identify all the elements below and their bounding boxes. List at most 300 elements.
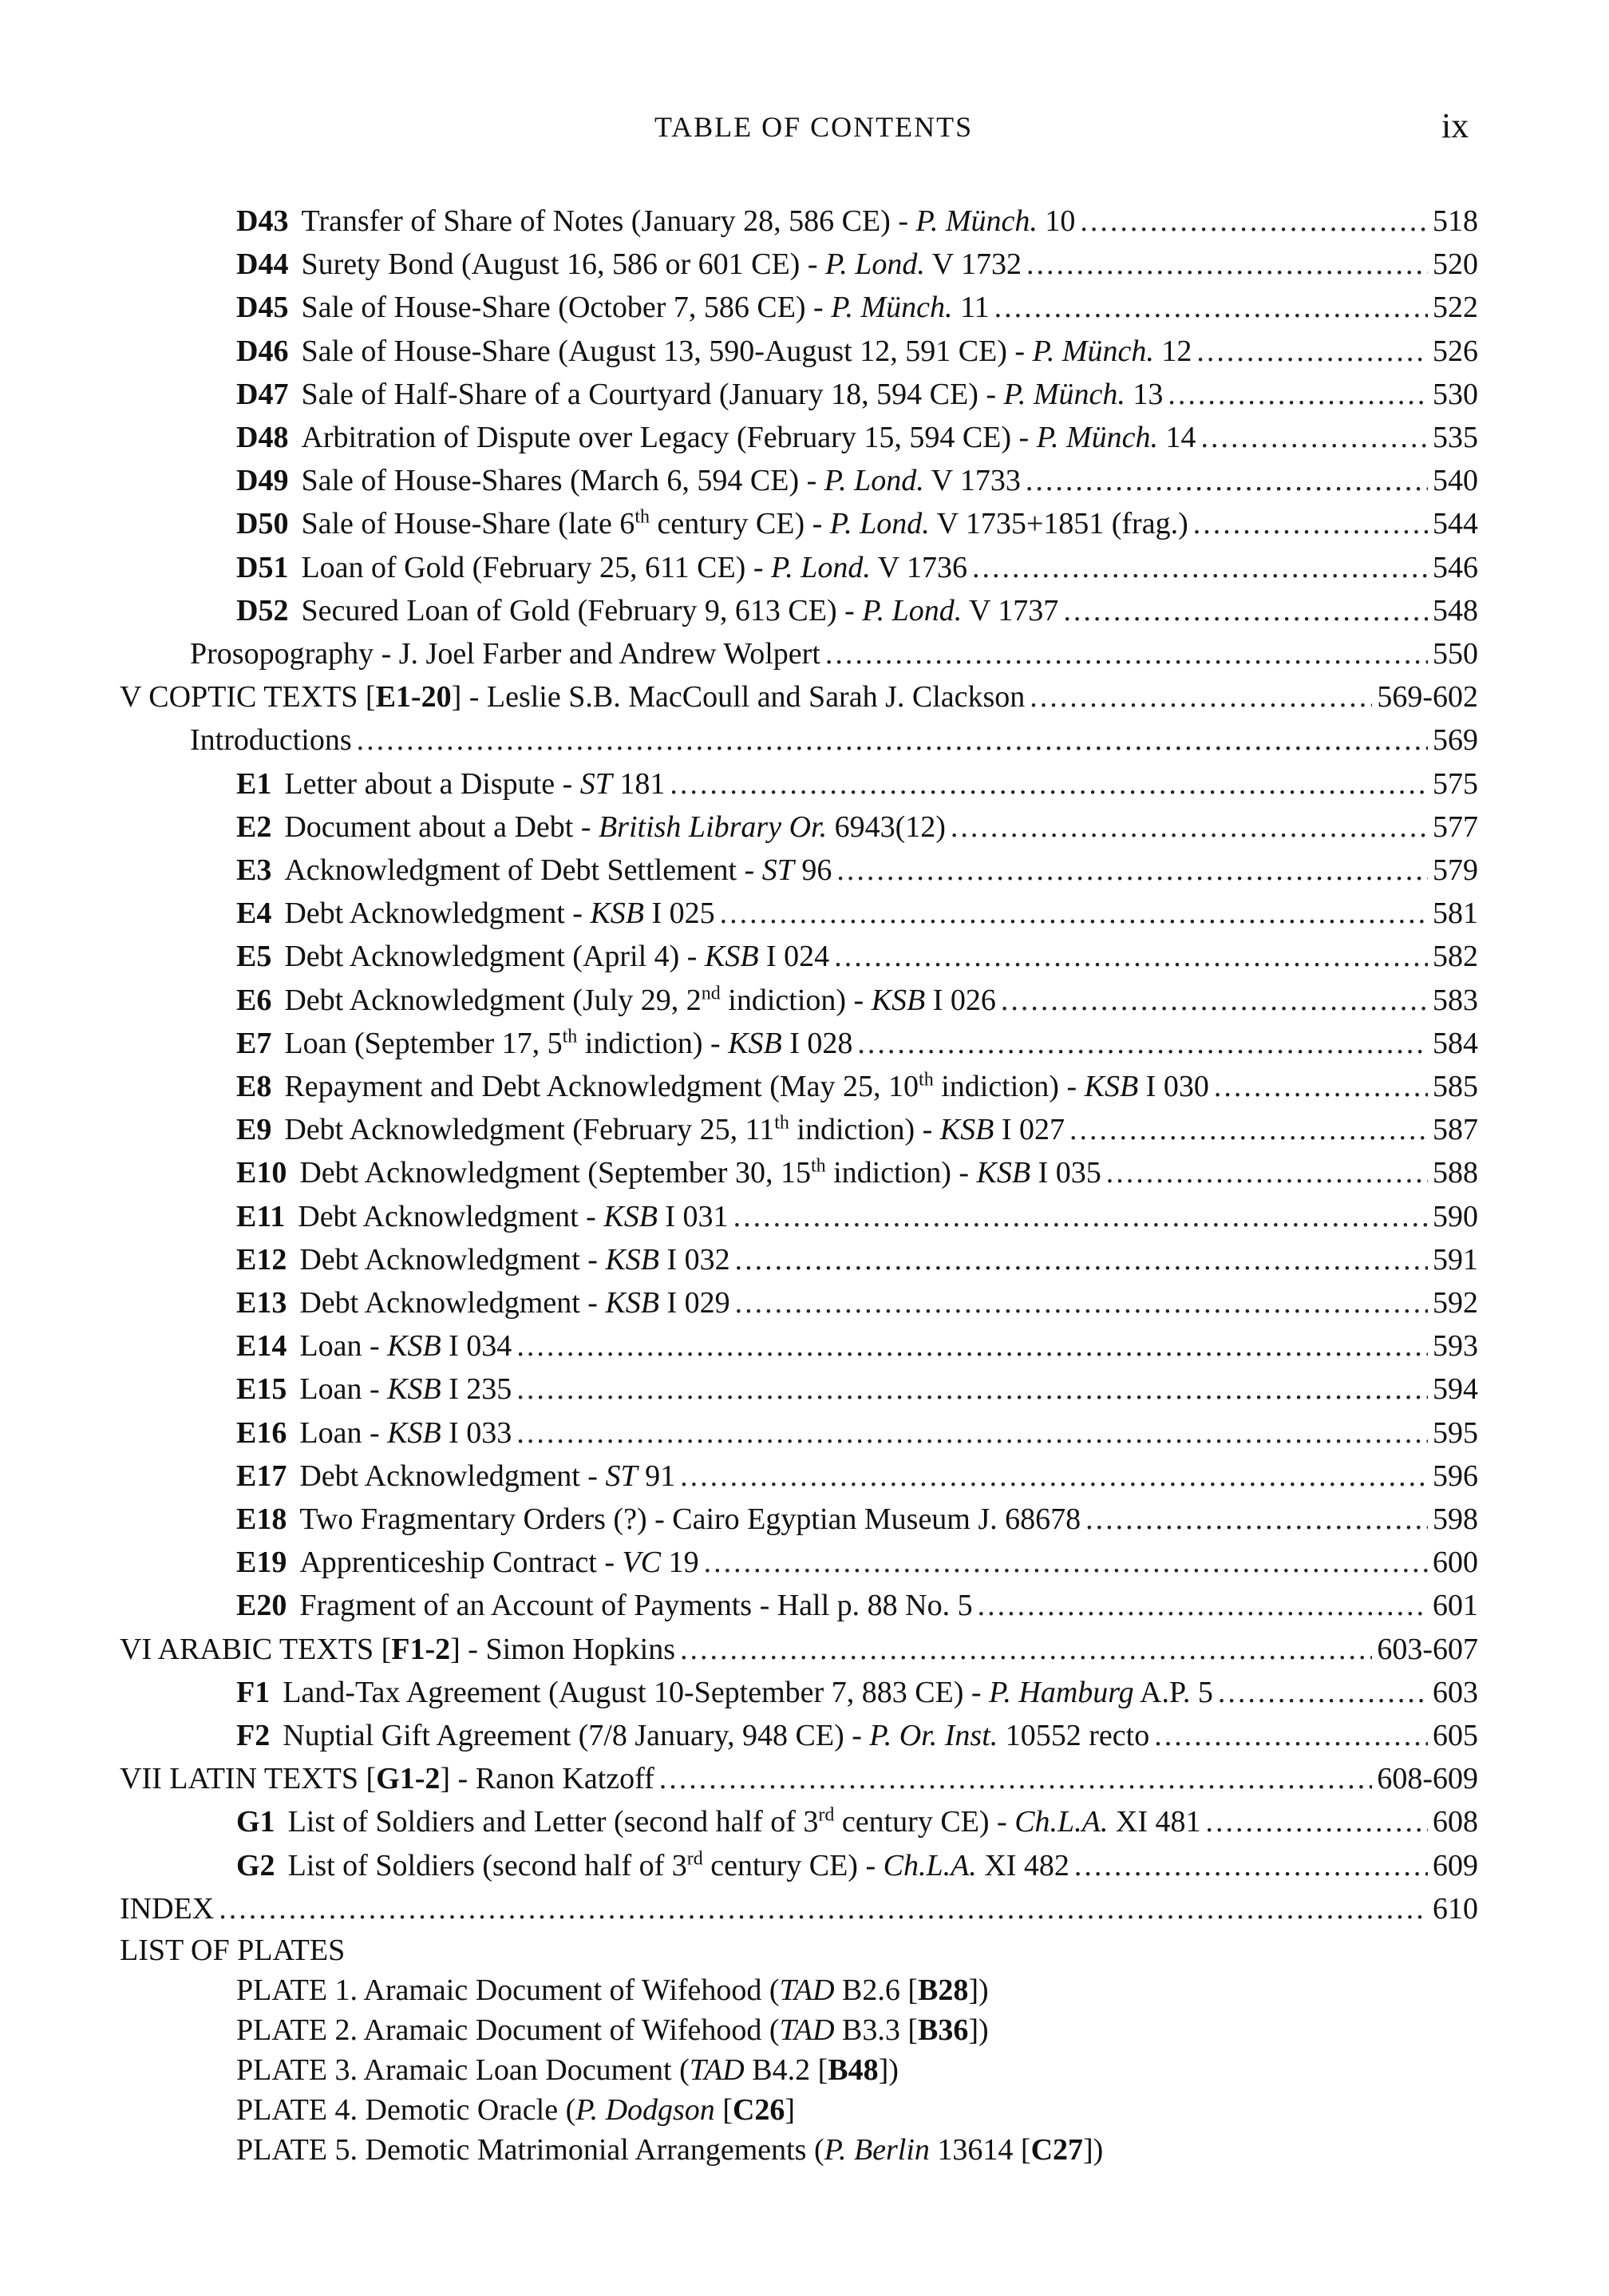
entry-page: 609 (1433, 1848, 1478, 1882)
entry-reference: I 033 (441, 1415, 512, 1450)
toc-entry[interactable] (236, 1151, 1478, 1194)
entry-code: E18 (236, 1502, 287, 1536)
toc-entry[interactable] (236, 1065, 1478, 1108)
entry-title-text: Letter about a Dispute - (284, 766, 580, 801)
toc-entry[interactable] (236, 200, 1478, 243)
entry-title (284, 892, 714, 935)
dot-leader (1026, 459, 1428, 502)
entry-source: KSB (387, 1329, 441, 1364)
section-range: E1-20 (375, 680, 452, 715)
entry-source: ST (579, 766, 612, 801)
plate-close: ]) (968, 2013, 989, 2048)
entry-title-text: Debt Acknowledgment (September 30, 15 (299, 1156, 811, 1190)
entry-title-text: indiction) - (720, 983, 872, 1017)
entry-title-text: Loan of Gold (February 25, 611 CE) - (301, 550, 771, 584)
entry-page: 601 (1433, 1589, 1478, 1623)
entry-title-text: Sale of House-Share (late 6 (301, 507, 635, 541)
dot-leader (1214, 1065, 1428, 1108)
dot-leader (994, 286, 1428, 329)
entry-code: D49 (236, 464, 289, 498)
plate-reference: B3.3 [ (834, 2013, 919, 2048)
plate-source: TAD (779, 2013, 835, 2048)
entry-code: D52 (236, 593, 289, 627)
entry-source: KSB (1084, 1070, 1139, 1103)
entry-code: E15 (236, 1372, 287, 1407)
entry-page: 550 (1433, 637, 1478, 671)
entry-source: P. Lond. (829, 507, 930, 541)
entry-code: E13 (236, 1286, 287, 1320)
toc-entry[interactable] (236, 935, 1478, 978)
entry-reference: 181 (611, 766, 666, 801)
entry-title (301, 459, 1020, 502)
plate-document-code: B28 (918, 1973, 969, 2008)
toc-entry[interactable] (236, 1022, 1478, 1065)
entry-source: KSB (976, 1156, 1031, 1190)
entry-reference: I 031 (657, 1199, 729, 1233)
plate-source: TAD (779, 1973, 835, 2008)
entry-reference: 6943(12) (827, 810, 946, 844)
plate-entry (236, 2090, 795, 2130)
toc-entry[interactable] (236, 243, 1478, 286)
toc-entry[interactable] (236, 892, 1478, 935)
entry-page: 577 (1433, 810, 1478, 844)
dot-leader (680, 1455, 1428, 1498)
entry-title-text: Arbitration of Dispute over Legacy (February 15, 594 CE) - (301, 421, 1037, 454)
entry-page: 608 (1433, 1805, 1478, 1839)
entry-code: E4 (236, 897, 272, 931)
entry-title (299, 1498, 1081, 1541)
entry-title-text: Debt Acknowledgment - (284, 897, 591, 931)
dot-leader (1206, 1800, 1428, 1843)
entry-code: D48 (236, 421, 289, 454)
toc-entry[interactable] (236, 1281, 1478, 1324)
dot-leader (1168, 373, 1428, 416)
dot-leader (516, 1411, 1428, 1455)
entry-reference: I 030 (1138, 1070, 1209, 1103)
plate-document-code: B48 (828, 2053, 879, 2088)
entry-title-text: Sale of House-Share (August 13, 590-August 12, 591 CE) - (301, 334, 1033, 368)
entry-code: E6 (236, 983, 272, 1017)
entry-page: 603 (1433, 1675, 1478, 1709)
entry-title-text: Acknowledgment of Debt Settlement - (284, 853, 762, 887)
entry-title-text: Loan - (299, 1329, 388, 1364)
entry-reference: A.P. 5 (1133, 1675, 1213, 1709)
entry-reference: I 026 (925, 983, 996, 1017)
dot-leader (825, 632, 1428, 675)
entry-ordinal: rd (818, 1804, 835, 1826)
entry-reference: I 032 (659, 1242, 730, 1277)
toc-entry[interactable] (236, 1800, 1478, 1843)
dot-leader (1069, 1108, 1428, 1151)
entry-page: 603-607 (1377, 1632, 1478, 1666)
entry-title (301, 373, 1163, 416)
toc-entry[interactable] (236, 1411, 1478, 1455)
entry-code: E20 (236, 1589, 287, 1623)
entry-ordinal: th (919, 1069, 934, 1091)
entry-source: P. Münch. (1036, 421, 1159, 454)
entry-code: E11 (236, 1199, 286, 1233)
toc-entry[interactable] (236, 1584, 1478, 1627)
toc-entry[interactable] (236, 416, 1478, 459)
plate-entry (236, 2010, 989, 2050)
entry-code: E8 (236, 1070, 272, 1103)
entry-page: 585 (1433, 1070, 1478, 1103)
entry-source: P. Münch. (831, 291, 953, 325)
dot-leader (357, 718, 1428, 762)
entry-title-text: Two Fragmentary Orders (?) - Cairo Egyptian Museum J. 68678 (299, 1502, 1081, 1536)
entry-reference: I 028 (781, 1026, 853, 1060)
entry-source: P. Lond. (770, 550, 871, 584)
entry-source: Ch.L.A. (1014, 1805, 1109, 1839)
toc-index[interactable] (120, 1887, 1478, 1930)
dot-leader (219, 1887, 1428, 1930)
entry-reference: V 1736 (870, 550, 968, 584)
entry-title (301, 589, 1058, 632)
entry-source: KSB (603, 1199, 658, 1233)
entry-source: KSB (728, 1026, 782, 1060)
entry-title-text: Document about a Debt - (284, 810, 599, 844)
entry-source: P. Lond. (862, 593, 963, 627)
section-range: G1-2 (376, 1762, 441, 1796)
entry-page: 579 (1433, 853, 1478, 887)
entry-title-text: indiction) - (789, 1113, 940, 1147)
entry-title (301, 502, 1188, 545)
page-number: ix (1441, 106, 1469, 145)
toc-entry[interactable] (236, 1714, 1478, 1757)
entry-reference: V 1732 (924, 247, 1022, 282)
entry-reference: I 235 (441, 1372, 512, 1407)
entry-code: G2 (236, 1848, 275, 1882)
entry-title-text: Loan (September 17, 5 (284, 1026, 563, 1060)
dot-leader (1026, 243, 1428, 286)
entry-title-text: Sale of House-Shares (March 6, 594 CE) - (301, 464, 824, 498)
toc-entry[interactable] (236, 373, 1478, 416)
entry-title (301, 546, 967, 589)
plate-title: PLATE 4. Demotic Oracle ( (236, 2093, 576, 2128)
entry-page: 588 (1433, 1156, 1478, 1190)
plate-document-code: B36 (918, 2013, 969, 2048)
entry-source: KSB (605, 1286, 660, 1320)
entry-title-text: century CE) - (834, 1805, 1015, 1839)
entry-page: 569 (1433, 723, 1478, 758)
entry-reference: 19 (661, 1546, 699, 1580)
plates-heading: LIST OF PLATES (120, 1934, 346, 1967)
entry-source: KSB (939, 1113, 994, 1147)
toc-section-vii[interactable] (120, 1757, 1478, 1800)
entry-title (288, 1800, 1201, 1843)
toc-entry[interactable] (236, 330, 1478, 373)
dot-leader (1063, 589, 1428, 632)
dot-leader (735, 1281, 1428, 1324)
plate-source: TAD (689, 2053, 745, 2088)
entry-page: 608-609 (1377, 1762, 1478, 1796)
entry-page: 594 (1433, 1372, 1478, 1407)
entry-title (299, 1411, 512, 1455)
toc-entry[interactable] (236, 979, 1478, 1022)
plate-close: ]) (968, 1973, 989, 2008)
entry-code: D46 (236, 334, 289, 368)
entry-page: 605 (1433, 1719, 1478, 1752)
toc-entry[interactable] (236, 459, 1478, 502)
entry-source: KSB (387, 1415, 441, 1450)
plate-title: PLATE 1. Aramaic Document of Wifehood ( (236, 1973, 780, 2008)
toc-entry[interactable] (236, 1324, 1478, 1368)
entry-title-text: List of Soldiers (second half of 3 (287, 1848, 687, 1882)
entry-title (288, 1844, 1069, 1887)
entry-reference: V 1735+1851 (frag.) (929, 507, 1188, 541)
entry-code: E19 (236, 1546, 287, 1580)
entry-page: 581 (1433, 897, 1478, 931)
entry-page: 522 (1433, 291, 1478, 325)
entry-title (299, 1281, 729, 1324)
entry-page: 598 (1433, 1502, 1478, 1536)
dot-leader (1218, 1671, 1428, 1714)
entry-source: P. Lond. (824, 464, 924, 498)
entry-page: 546 (1433, 550, 1478, 584)
entry-reference: XI 481 (1108, 1805, 1201, 1839)
dot-leader (659, 1757, 1373, 1800)
entry-reference: 14 (1158, 421, 1196, 454)
entry-title-text: Surety Bond (August 16, 586 or 601 CE) - (301, 247, 825, 282)
entry-title (301, 243, 1022, 286)
entry-source: KSB (704, 940, 759, 974)
plate-entry (236, 1970, 989, 2010)
section-author: ] - Ranon Katzoff (440, 1762, 654, 1796)
entry-source: British Library Or. (598, 810, 828, 844)
dot-leader (720, 892, 1428, 935)
entry-title (299, 1151, 1101, 1194)
entry-page: 518 (1433, 204, 1478, 238)
entry-code: D51 (236, 550, 289, 584)
entry-title-text: Secured Loan of Gold (February 9, 613 CE) - (301, 593, 863, 627)
entry-title-text: Debt Acknowledgment - (298, 1199, 604, 1233)
dot-leader (670, 762, 1428, 806)
entry-reference: I 035 (1030, 1156, 1101, 1190)
section-author: ] - Simon Hopkins (450, 1632, 675, 1666)
entry-title-text: Debt Acknowledgment - (299, 1286, 606, 1320)
entry-title: INDEX (120, 1891, 215, 1926)
entry-title-text: Loan - (299, 1372, 388, 1407)
entry-title-text: Land-Tax Agreement (August 10-September 7, 883 CE) - (283, 1675, 990, 1709)
entry-code: E7 (236, 1026, 272, 1060)
entry-title (299, 1238, 729, 1281)
entry-source: P. Or. Inst. (869, 1719, 998, 1752)
entry-code: E17 (236, 1459, 287, 1493)
entry-code: E9 (236, 1113, 272, 1147)
entry-page: 593 (1433, 1329, 1478, 1364)
entry-title (284, 762, 665, 806)
plate-close: ]) (1083, 2133, 1104, 2167)
entry-reference: I 029 (659, 1286, 730, 1320)
entry-page: 548 (1433, 593, 1478, 627)
section-range: F1-2 (391, 1632, 451, 1666)
entry-title-text: Debt Acknowledgment (April 4) - (284, 940, 705, 974)
entry-title (301, 416, 1196, 459)
entry-source: P. Münch. (1032, 334, 1154, 368)
entry-code: E1 (236, 766, 272, 801)
dot-leader (516, 1324, 1428, 1368)
entry-code: F1 (236, 1675, 271, 1709)
section-title-text: VII LATIN TEXTS [ (120, 1762, 377, 1796)
entry-code: D47 (236, 377, 289, 411)
entry-title-text: Debt Acknowledgment - (299, 1459, 606, 1493)
toc-entry[interactable] (236, 502, 1478, 545)
entry-source: VC (622, 1546, 662, 1580)
dot-leader (978, 1584, 1428, 1627)
entry-ordinal: nd (701, 982, 721, 1004)
dot-leader (680, 1628, 1372, 1671)
toc-entry[interactable] (236, 1455, 1478, 1498)
toc-entry[interactable] (236, 589, 1478, 632)
entry-page: 583 (1433, 983, 1478, 1017)
toc-introductions[interactable] (190, 718, 1478, 762)
entry-title-text: Apprenticeship Contract - (299, 1546, 623, 1580)
dot-leader (704, 1541, 1428, 1584)
dot-leader (1193, 502, 1428, 545)
plate-close: ] (785, 2093, 796, 2128)
entry-page: 596 (1433, 1459, 1478, 1493)
dot-leader (836, 849, 1428, 892)
entry-title (284, 1022, 852, 1065)
entry-code: E5 (236, 940, 272, 974)
entry-title (284, 935, 829, 978)
entry-page: 540 (1433, 464, 1478, 498)
toc-entry[interactable] (236, 546, 1478, 589)
dot-leader (735, 1238, 1428, 1281)
toc-entry[interactable] (236, 1238, 1478, 1281)
entry-page: 584 (1433, 1026, 1478, 1060)
dot-leader (1080, 200, 1428, 243)
dot-leader (1154, 1714, 1428, 1757)
dot-leader (733, 1195, 1428, 1238)
entry-title-text: indiction) - (933, 1070, 1085, 1103)
entry-title (301, 200, 1075, 243)
entry-code: G1 (236, 1805, 275, 1839)
toc-entry[interactable] (236, 762, 1478, 806)
dot-leader (1001, 979, 1428, 1022)
toc-prosopography[interactable] (190, 632, 1478, 675)
entry-title-text: century CE) - (702, 1848, 884, 1882)
dot-leader (516, 1368, 1428, 1411)
section-title-text: V COPTIC TEXTS [ (120, 680, 376, 715)
entry-source: KSB (590, 897, 645, 931)
entry-title-text: indiction) - (825, 1156, 977, 1190)
entry-page: 520 (1433, 247, 1478, 282)
entry-source: Ch.L.A. (883, 1848, 977, 1882)
toc-entry[interactable] (236, 806, 1478, 849)
entry-page: 592 (1433, 1286, 1478, 1320)
section-title-text: VI ARABIC TEXTS [ (120, 1632, 392, 1666)
entry-title (301, 286, 989, 329)
toc-entry[interactable] (236, 849, 1478, 892)
entry-code: D45 (236, 291, 289, 325)
entry-code: E12 (236, 1242, 287, 1277)
entry-code: E2 (236, 810, 272, 844)
entry-source: ST (761, 853, 794, 887)
toc-section-v[interactable] (120, 675, 1478, 718)
entry-page: 600 (1433, 1546, 1478, 1580)
entry-code: D44 (236, 247, 289, 282)
entry-reference: I 027 (994, 1113, 1065, 1147)
entry-reference: 11 (952, 291, 990, 325)
entry-title: Introductions (190, 723, 352, 758)
entry-ordinal: th (810, 1155, 826, 1177)
entry-title (284, 1108, 1065, 1151)
entry-reference: 12 (1153, 334, 1192, 368)
plate-reference: 13614 [ (929, 2133, 1031, 2167)
entry-title-text: Debt Acknowledgment (July 29, 2 (284, 983, 702, 1017)
plate-reference: B2.6 [ (834, 1973, 919, 2008)
entry-page: 587 (1433, 1113, 1478, 1147)
plate-close: ]) (878, 2053, 899, 2088)
entry-page: 575 (1433, 766, 1478, 801)
entry-reference: I 024 (758, 940, 830, 974)
entry-title (299, 1584, 972, 1627)
section-author: ] - Leslie S.B. MacCoull and Sarah J. Clackson (451, 680, 1026, 715)
entry-title (284, 849, 832, 892)
toc-entry[interactable] (236, 1844, 1478, 1887)
toc-entry[interactable] (236, 286, 1478, 329)
toc-entry[interactable] (236, 1195, 1478, 1238)
toc-entry[interactable] (236, 1498, 1478, 1541)
entry-code: D50 (236, 507, 289, 541)
entry-ordinal: th (774, 1112, 789, 1134)
dot-leader (857, 1022, 1428, 1065)
entry-title-text: Fragment of an Account of Payments - Hall p. 88 No. 5 (299, 1589, 973, 1623)
plate-reference: [ (714, 2093, 733, 2128)
toc-entry[interactable] (236, 1541, 1478, 1584)
entry-page: 526 (1433, 334, 1478, 368)
entry-title-text: List of Soldiers and Letter (second half of 3 (287, 1805, 819, 1839)
section-title (120, 675, 1025, 718)
entry-title (284, 1065, 1208, 1108)
plate-document-code: C26 (732, 2093, 785, 2128)
entry-title-text: Debt Acknowledgment (February 25, 11 (284, 1113, 775, 1147)
entry-source: KSB (871, 983, 926, 1017)
entry-title-text: Loan - (299, 1415, 388, 1450)
entry-title (299, 1368, 512, 1411)
entry-reference: XI 482 (976, 1848, 1069, 1882)
entry-code: E16 (236, 1415, 287, 1450)
toc-entry[interactable] (236, 1108, 1478, 1151)
entry-page: 610 (1433, 1891, 1478, 1926)
entry-page: 591 (1433, 1242, 1478, 1277)
toc-section-vi[interactable] (120, 1628, 1478, 1671)
entry-title (283, 1714, 1149, 1757)
entry-page: 569-602 (1377, 680, 1478, 715)
toc-entry[interactable] (236, 1368, 1478, 1411)
entry-ordinal: th (562, 1026, 578, 1047)
entry-title-text: century CE) - (649, 507, 830, 541)
plate-entry (236, 2050, 899, 2090)
entry-title (299, 1541, 698, 1584)
entry-source: P. Münch. (1003, 377, 1125, 411)
entry-title-text: Debt Acknowledgment - (299, 1242, 606, 1277)
dot-leader (1030, 675, 1372, 718)
dot-leader (972, 546, 1428, 589)
entry-source: KSB (605, 1242, 660, 1277)
plate-reference: B4.2 [ (744, 2053, 828, 2088)
section-title (120, 1757, 654, 1800)
entry-page: 530 (1433, 377, 1478, 411)
entry-title: Prosopography - J. Joel Farber and Andrew Wolpert (190, 637, 820, 671)
plate-title: PLATE 3. Aramaic Loan Document ( (236, 2053, 690, 2088)
toc-entry[interactable] (236, 1671, 1478, 1714)
running-header: TABLE OF CONTENTS (654, 111, 974, 143)
entry-reference: 10 (1037, 204, 1076, 238)
entry-title (283, 1671, 1213, 1714)
entry-reference: 13 (1125, 377, 1164, 411)
